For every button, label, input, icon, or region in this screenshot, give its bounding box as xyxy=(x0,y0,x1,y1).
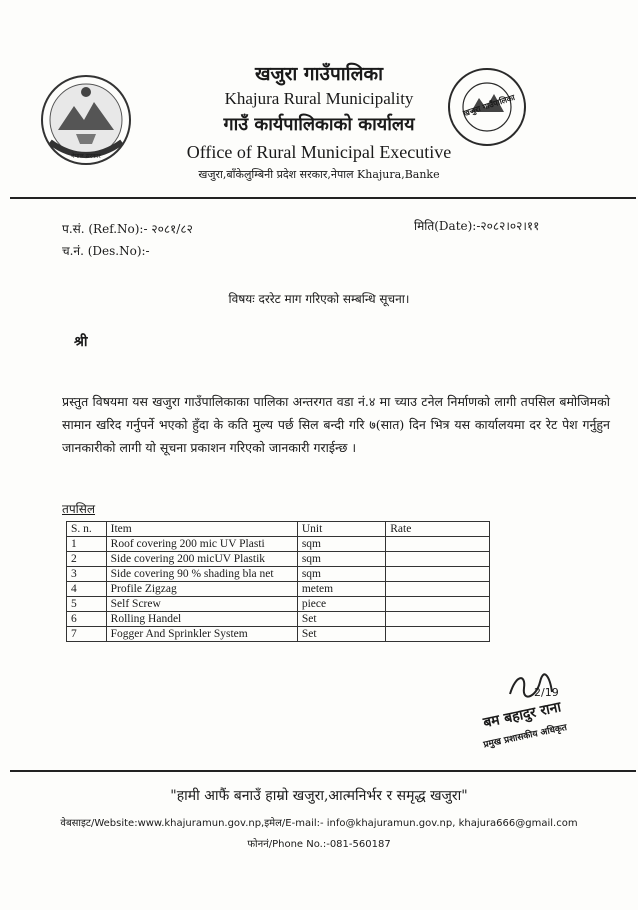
header-divider xyxy=(10,197,636,199)
cell-unit: metem xyxy=(297,582,385,597)
cell-rate xyxy=(386,567,490,582)
signature-block xyxy=(476,672,606,752)
cell-item: Side covering 200 micUV Plastik xyxy=(106,552,297,567)
cell-rate xyxy=(386,597,490,612)
cell-unit: Set xyxy=(297,627,385,642)
reference-number: प.सं. (Ref.No):- २०८१/८२ xyxy=(62,222,193,236)
cell-rate xyxy=(386,552,490,567)
cell-sn: 4 xyxy=(67,582,107,597)
salutation: श्री xyxy=(74,334,88,350)
table-caption: तपसिल xyxy=(62,502,96,516)
cell-sn: 6 xyxy=(67,612,107,627)
cell-rate xyxy=(386,612,490,627)
office-name-np: गाउँ कार्यपालिकाको कार्यालय xyxy=(223,114,415,135)
cell-sn: 1 xyxy=(67,537,107,552)
table-row xyxy=(67,537,490,552)
footer-divider xyxy=(10,770,636,772)
header-item: Item xyxy=(106,522,297,537)
cell-item: Self Screw xyxy=(106,597,297,612)
signatory-title: प्रमुख प्रशासकीय अधिकृत xyxy=(482,722,568,751)
cell-unit: Set xyxy=(297,612,385,627)
emblem-ribbon-text: नेपाल सरकार xyxy=(71,153,101,160)
cell-sn: 3 xyxy=(67,567,107,582)
cell-unit: sqm xyxy=(297,567,385,582)
cell-rate xyxy=(386,627,490,642)
cell-rate xyxy=(386,582,490,597)
cell-item: Fogger And Sprinkler System xyxy=(106,627,297,642)
items-table xyxy=(66,521,490,642)
table-header-row xyxy=(67,522,490,537)
footer-contact-web: वेबसाइट/Website:www.khajuramun.gov.np,इमेल/E-mail:- info@khajuramun.gov.np, khajura666@gmail.com xyxy=(60,818,578,829)
cell-item: Profile Zigzag xyxy=(106,582,297,597)
dispatch-number: च.नं. (Des.No):- xyxy=(62,244,150,258)
table-row xyxy=(67,597,490,612)
cell-unit: sqm xyxy=(297,537,385,552)
seal-text: खजुरा गाउँपालिका xyxy=(461,91,517,119)
header-rate: Rate xyxy=(386,522,490,537)
cell-sn: 2 xyxy=(67,552,107,567)
cell-unit: sqm xyxy=(297,552,385,567)
cell-item: Side covering 90 % shading bla net xyxy=(106,567,297,582)
table-row xyxy=(67,552,490,567)
header-unit: Unit xyxy=(297,522,385,537)
notice-body: प्रस्तुत विषयमा यस खजुरा गाउँपालिकाका पालिका अन्तरगत वडा नं.४ मा च्याउ टनेल निर्माणको लागी तपसिल बमोजिमको सामान खरिद गर्नुपर्ने भएको हुँदा के कति मुल्य पर्छ सिल बन्दी गरि ७(सात) दिन भित्र यस कार्यालयमा दर रेट पेश गर्नुहुन जानकारीको लागी यो सूचना प्रकाशन गरिएको जानकारी गराईन्छ । xyxy=(62,394,610,455)
cell-sn: 7 xyxy=(67,627,107,642)
office-address: खजुरा,बाँकेलुम्बिनी प्रदेश सरकार,नेपाल Khajura,Banke xyxy=(198,168,440,181)
cell-rate xyxy=(386,537,490,552)
footer-contact-phone: फोननं/Phone No.:-081-560187 xyxy=(247,839,391,850)
table-row xyxy=(67,612,490,627)
office-name-en: Office of Rural Municipal Executive xyxy=(186,142,452,162)
municipality-name-en: Khajura Rural Municipality xyxy=(224,89,414,108)
subject-line: विषयः दररेट माग गरिएको सम्बन्धि सूचना। xyxy=(228,292,410,306)
cell-unit: piece xyxy=(297,597,385,612)
cell-item: Roof covering 200 mic UV Plasti xyxy=(106,537,297,552)
table-row xyxy=(67,582,490,597)
municipality-name-np: खजुरा गाउँपालिका xyxy=(254,63,383,85)
footer-slogan: "हामी आफैं बनाउँ हाम्रो खजुरा,आत्मनिर्भर र समृद्ध खजुरा" xyxy=(170,788,468,804)
letter-date: मिति(Date):-२०८२।०२।११ xyxy=(414,219,540,233)
table-row xyxy=(67,567,490,582)
signatory-name: बम बहादुर राना xyxy=(481,699,563,732)
header-sn: S. n. xyxy=(67,522,107,537)
signature-date: 2/19 xyxy=(534,686,559,699)
table-row xyxy=(67,627,490,642)
cell-sn: 5 xyxy=(67,597,107,612)
cell-item: Rolling Handel xyxy=(106,612,297,627)
